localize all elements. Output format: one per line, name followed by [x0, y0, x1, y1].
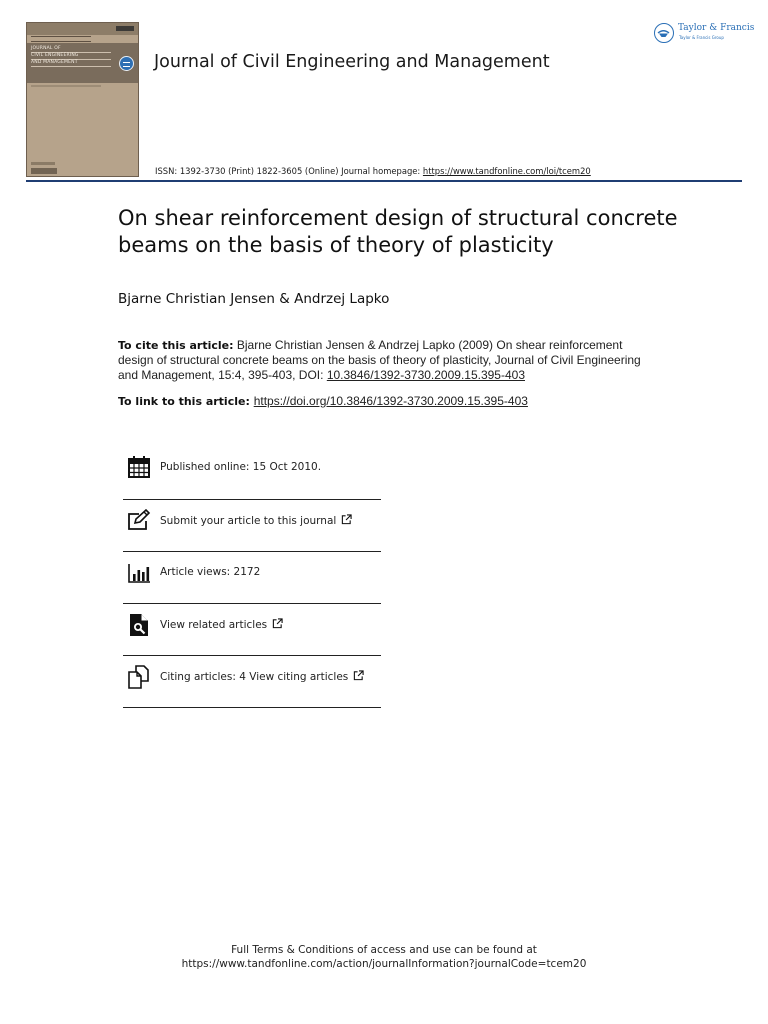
journal-cover-image [26, 22, 139, 177]
citing-articles-link[interactable]: Citing articles: 4 View citing articles [160, 671, 349, 683]
search-document-icon [127, 613, 151, 637]
edit-icon [127, 509, 151, 533]
external-link-icon [272, 618, 283, 629]
calendar-icon [127, 455, 151, 479]
citation-block [118, 338, 658, 383]
citing-documents-icon [127, 665, 151, 689]
issn-text: ISSN: 1392-3730 (Print) 1822-3605 (Online) Journal homepage: [155, 166, 423, 176]
external-link-icon [341, 514, 352, 525]
article-title: On shear reinforcement design of structural concrete beams on the basis of theory of plasticity [118, 206, 678, 257]
related-articles-row[interactable] [123, 604, 381, 656]
article-authors: Bjarne Christian Jensen & Andrzej Lapko [118, 291, 390, 307]
article-views-text: Article views: 2172 [160, 566, 261, 578]
publisher-name: Taylor & Francis [678, 23, 755, 33]
published-online-row [123, 447, 381, 500]
article-link-block [118, 394, 658, 408]
footer [0, 943, 768, 971]
external-link-icon [353, 670, 364, 681]
article-views-row [123, 552, 381, 604]
journal-title: Journal of Civil Engineering and Management [154, 52, 550, 72]
related-articles-link[interactable]: View related articles [160, 619, 268, 631]
publisher-group: Taylor & Francis Group [679, 35, 724, 40]
header-divider [26, 180, 742, 182]
cover-title: JOURNAL OF CIVIL ENGINEERING AND MANAGEMENT [31, 46, 111, 67]
publisher-logo[interactable] [654, 22, 755, 48]
cover-emblem-icon [119, 56, 134, 71]
issn-line [155, 166, 591, 176]
bar-chart-icon [127, 561, 151, 585]
article-info-list [123, 447, 381, 708]
submit-article-link[interactable]: Submit your article to this journal [160, 515, 337, 527]
journal-homepage-link[interactable]: https://www.tandfonline.com/loi/tcem20 [422, 166, 591, 176]
citation-label: To cite this article: [118, 339, 234, 352]
article-link-label: To link to this article: [118, 395, 254, 408]
citing-articles-row[interactable] [123, 656, 381, 708]
article-doi-link[interactable]: https://doi.org/10.3846/1392-3730.2009.15.395-403 [253, 394, 528, 408]
citation-doi-link[interactable]: 10.3846/1392-3730.2009.15.395-403 [326, 368, 525, 382]
published-online-text: Published online: 15 Oct 2010. [160, 461, 322, 473]
footer-terms-text: Full Terms & Conditions of access and use can be found at [231, 944, 537, 956]
submit-article-row[interactable] [123, 500, 381, 552]
footer-terms-link[interactable]: https://www.tandfonline.com/action/journalInformation?journalCode=tcem20 [181, 958, 587, 970]
citation-text: Bjarne Christian Jensen & Andrzej Lapko (2009) On shear reinforcement design of structural concrete beams on the basis of theory of plasticity, Journal of Civil Engineering and Management, 15:4, 395-403, DOI: [118, 338, 641, 382]
taylor-francis-logo-icon [654, 23, 674, 43]
